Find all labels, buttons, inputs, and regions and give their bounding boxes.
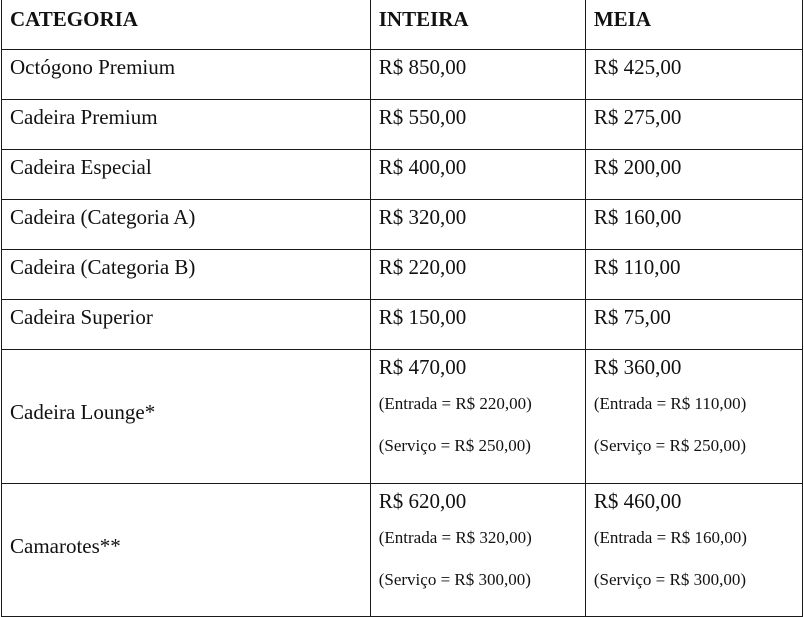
table-row	[2, 100, 803, 150]
price-total: R$ 460,00	[593, 489, 682, 513]
price-total: R$ 470,00	[378, 355, 467, 379]
cell-inteira: R$ 550,00	[370, 100, 585, 150]
cell-meia: R$ 200,00	[585, 150, 802, 200]
cell-categoria: Cadeira Premium	[2, 100, 371, 150]
cell-inteira	[370, 484, 585, 617]
cell-meia: R$ 75,00	[585, 300, 802, 350]
cell-categoria: Cadeira Superior	[2, 300, 371, 350]
table-header-row	[2, 0, 803, 50]
price-entrada: (Entrada = R$ 160,00)	[593, 528, 747, 547]
cell-meia: R$ 425,00	[585, 50, 802, 100]
cell-inteira: R$ 400,00	[370, 150, 585, 200]
cell-inteira	[370, 350, 585, 484]
table-row	[2, 50, 803, 100]
table-row	[2, 350, 803, 484]
price-entrada: (Entrada = R$ 220,00)	[378, 394, 532, 413]
table-row	[2, 150, 803, 200]
price-total: R$ 620,00	[378, 489, 467, 513]
table-row	[2, 300, 803, 350]
cell-meia: R$ 160,00	[585, 200, 802, 250]
cell-categoria: Camarotes**	[2, 484, 371, 617]
cell-meia: R$ 110,00	[585, 250, 802, 300]
price-entrada: (Entrada = R$ 110,00)	[593, 394, 747, 413]
cell-meia: R$ 275,00	[585, 100, 802, 150]
cell-categoria: Octógono Premium	[2, 50, 371, 100]
cell-categoria: Cadeira Lounge*	[2, 350, 371, 484]
price-entrada: (Entrada = R$ 320,00)	[378, 528, 532, 547]
cell-inteira: R$ 320,00	[370, 200, 585, 250]
table-row	[2, 200, 803, 250]
cell-inteira: R$ 150,00	[370, 300, 585, 350]
table-row	[2, 484, 803, 617]
price-total: R$ 360,00	[593, 355, 682, 379]
price-servico: (Serviço = R$ 250,00)	[378, 436, 531, 455]
cell-inteira: R$ 220,00	[370, 250, 585, 300]
price-table	[1, 0, 803, 617]
column-header-meia: MEIA	[585, 0, 802, 50]
table-row	[2, 250, 803, 300]
cell-categoria: Cadeira Especial	[2, 150, 371, 200]
cell-categoria: Cadeira (Categoria A)	[2, 200, 371, 250]
price-servico: (Serviço = R$ 300,00)	[378, 570, 531, 589]
cell-inteira: R$ 850,00	[370, 50, 585, 100]
column-header-categoria: CATEGORIA	[2, 0, 371, 50]
cell-meia	[585, 350, 802, 484]
cell-meia	[585, 484, 802, 617]
price-servico: (Serviço = R$ 300,00)	[593, 570, 747, 589]
cell-categoria: Cadeira (Categoria B)	[2, 250, 371, 300]
column-header-inteira: INTEIRA	[370, 0, 585, 50]
price-servico: (Serviço = R$ 250,00)	[593, 436, 747, 455]
